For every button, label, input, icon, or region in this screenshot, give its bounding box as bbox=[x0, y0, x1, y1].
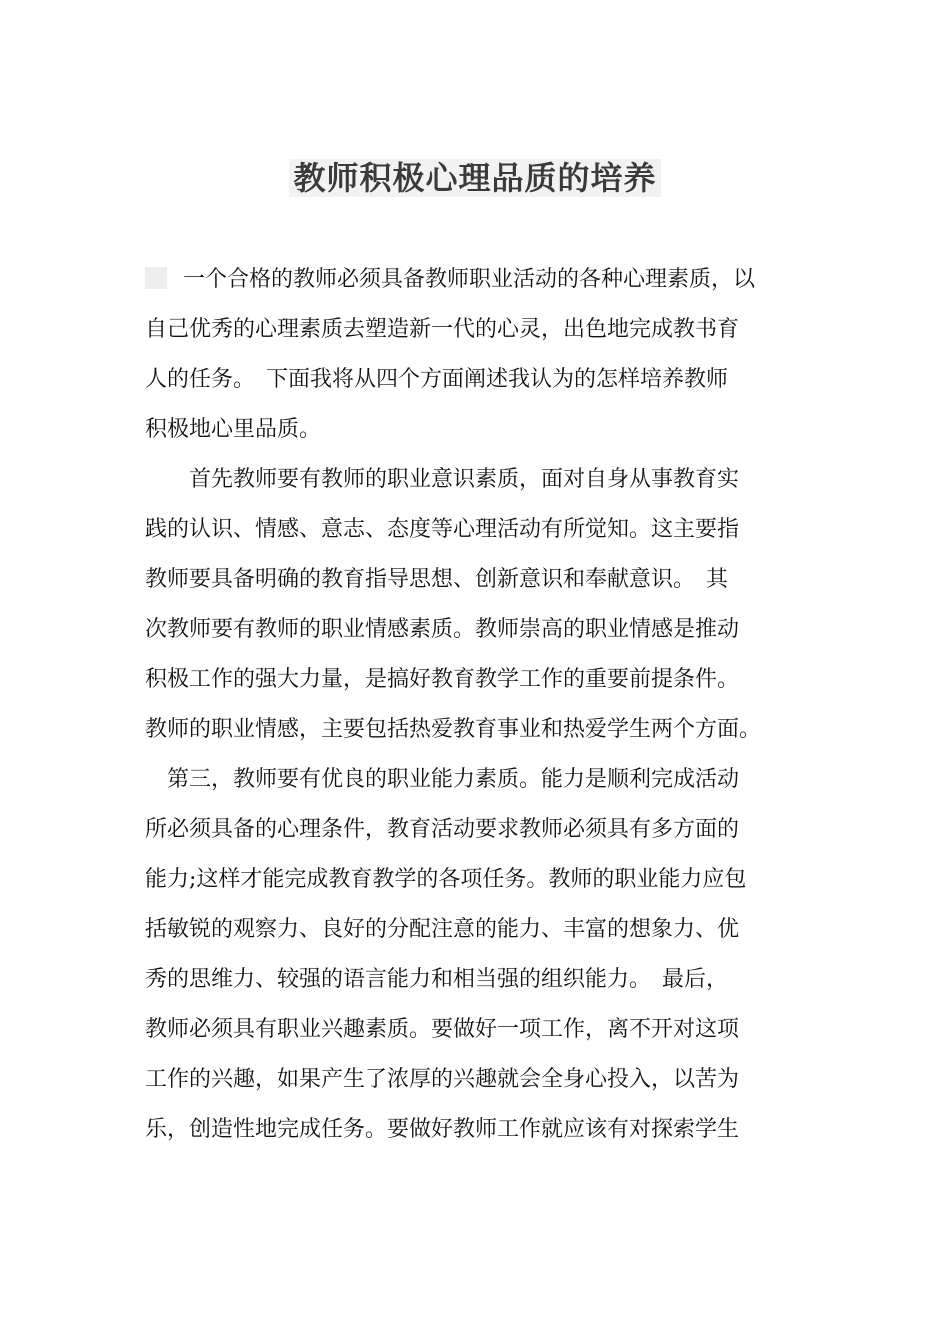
body-line bbox=[145, 705, 805, 755]
body-line-text: 自己优秀的心理素质去塑造新一代的心灵，出色地完成教书育 bbox=[145, 317, 740, 342]
body-line bbox=[145, 1005, 805, 1055]
body-line-text: 首先教师要有教师的职业意识素质，面对自身从事教育实 bbox=[145, 467, 740, 492]
body-line-text: 人的任务。 下面我将从四个方面阐述我认为的怎样培养教师 bbox=[145, 367, 729, 392]
body-line-text: 教师的职业情感，主要包括热爱教育事业和热爱学生两个方面。 bbox=[145, 717, 762, 742]
body-line-text: 括敏锐的观察力、良好的分配注意的能力、丰富的想象力、优 bbox=[145, 917, 740, 942]
body-line bbox=[145, 1055, 805, 1105]
body-line-text: 乐，创造性地完成任务。要做好教师工作就应该有对探索学生 bbox=[145, 1117, 740, 1142]
body-line bbox=[145, 405, 805, 455]
body-line-text: 秀的思维力、较强的语言能力和相当强的组织能力。 最后， bbox=[145, 967, 729, 992]
body-line-text: 工作的兴趣，如果产生了浓厚的兴趣就会全身心投入，以苦为 bbox=[145, 1067, 740, 1092]
body-line bbox=[145, 655, 805, 705]
body-line bbox=[145, 1105, 805, 1155]
body-line-text: 践的认识、情感、意志、态度等心理活动有所觉知。这主要指 bbox=[145, 517, 740, 542]
paragraph-marker-icon bbox=[145, 267, 167, 289]
body-line bbox=[145, 305, 805, 355]
body-line-text: 积极地心里品质。 bbox=[145, 417, 322, 442]
body-line bbox=[145, 805, 805, 855]
body-line bbox=[145, 255, 805, 305]
body-line bbox=[145, 355, 805, 405]
body-line bbox=[145, 905, 805, 955]
body-line-text: 教师要具备明确的教育指导思想、创新意识和奉献意识。 其 bbox=[145, 567, 729, 592]
body-line-text: 教师必须具有职业兴趣素质。要做好一项工作，离不开对这项 bbox=[145, 1017, 740, 1042]
body-line-text: 能力;这样才能完成教育教学的各项任务。教师的职业能力应包 bbox=[145, 867, 747, 892]
body-line bbox=[145, 455, 805, 505]
body-line bbox=[145, 755, 805, 805]
document-title-text: 教师积极心理品质的培养 bbox=[289, 159, 660, 197]
body-line bbox=[145, 955, 805, 1005]
body-line-text: 第三，教师要有优良的职业能力素质。能力是顺利完成活动 bbox=[145, 767, 740, 792]
document-body bbox=[145, 255, 805, 1155]
body-line-text: 次教师要有教师的职业情感素质。教师崇高的职业情感是推动 bbox=[145, 617, 740, 642]
body-line-text: 所必须具备的心理条件，教育活动要求教师必须具有多方面的 bbox=[145, 817, 740, 842]
body-line bbox=[145, 855, 805, 905]
body-line bbox=[145, 505, 805, 555]
body-line-text: 一个合格的教师必须具备教师职业活动的各种心理素质，以 bbox=[183, 267, 756, 292]
body-line bbox=[145, 605, 805, 655]
document-title bbox=[0, 150, 950, 206]
body-line-text: 积极工作的强大力量，是搞好教育教学工作的重要前提条件。 bbox=[145, 667, 740, 692]
body-line bbox=[145, 555, 805, 605]
